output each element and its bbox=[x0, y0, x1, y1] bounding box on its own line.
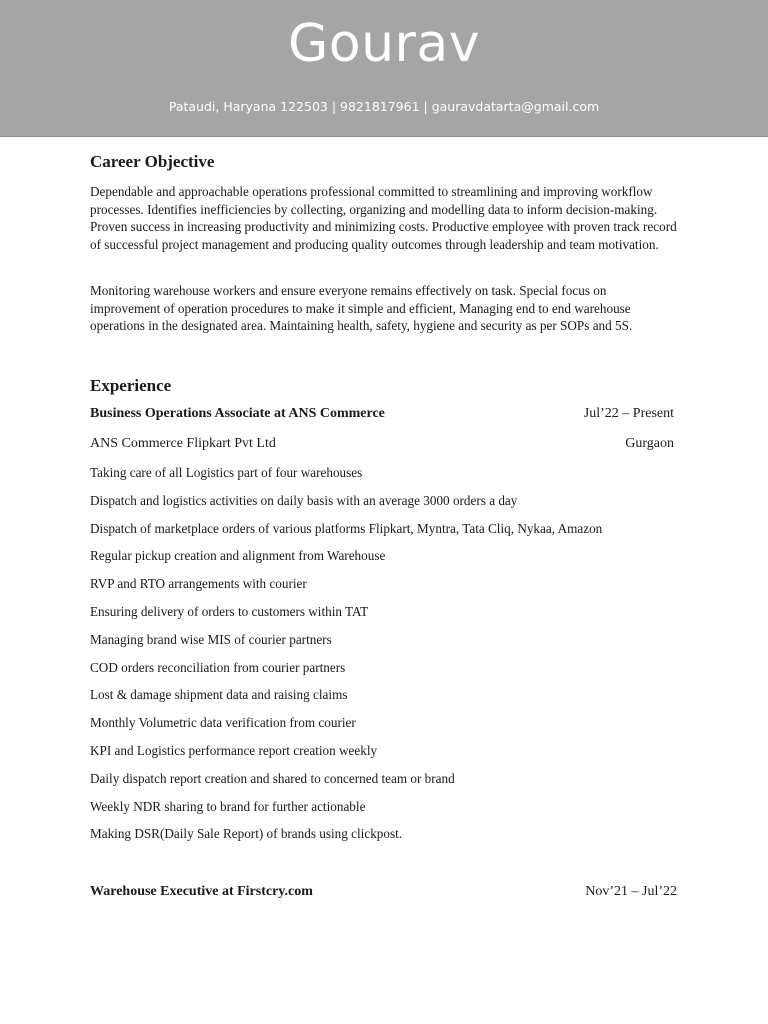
duty-item: Ensuring delivery of orders to customers within TAT bbox=[90, 603, 369, 619]
contact-info: Pataudi, Haryana 122503 | 9821817961 | gauravdatarta@gmail.com bbox=[168, 99, 600, 114]
resume-header bbox=[0, 0, 768, 137]
duty-item: Daily dispatch report creation and shared to concerned team or brand bbox=[90, 770, 455, 786]
job-2-title: Warehouse Executive at Firstcry.com bbox=[90, 884, 313, 899]
experience-heading: Experience bbox=[90, 376, 172, 395]
duty-item: Monthly Volumetric data verification from courier bbox=[90, 715, 356, 731]
duty-item: Managing brand wise MIS of courier partners bbox=[90, 631, 332, 647]
job-1-company-row bbox=[90, 436, 674, 456]
duty-item: RVP and RTO arrangements with courier bbox=[90, 576, 307, 592]
objective-paragraph-1: Dependable and approachable operations professional committed to streamlining and improving workflow processes. Identifies inefficiencies by collecting, organizing and modelling data to inform decision-making. Proven success in increasing productivity and minimizing costs. Productive employee with proven track record of successful project management and producing quality outcomes through leadership and team motivation. bbox=[90, 184, 677, 252]
job-2-header bbox=[90, 884, 677, 904]
objective-paragraph-2: Monitoring warehouse workers and ensure everyone remains effectively on task. Special focus on improvement of operation procedures to make it simple and efficient, Managing end to end warehouse operations in the designated area. Maintaining health, safety, hygiene and security as per SOPs and 5S. bbox=[90, 283, 633, 334]
job-1-location: Gurgaon bbox=[625, 436, 674, 451]
job-1-duties-list bbox=[90, 464, 602, 853]
job-2-dates: Nov’21 – Jul’22 bbox=[585, 884, 677, 899]
job-1-dates: Jul’22 – Present bbox=[583, 406, 674, 421]
candidate-name: Gourav bbox=[287, 14, 481, 74]
duty-item: Regular pickup creation and alignment from Warehouse bbox=[90, 548, 386, 564]
duty-item: COD orders reconciliation from courier partners bbox=[90, 659, 346, 675]
career-objective-heading: Career Objective bbox=[90, 152, 215, 171]
duty-item: KPI and Logistics performance report creation weekly bbox=[90, 742, 378, 758]
duty-item: Taking care of all Logistics part of four warehouses bbox=[90, 465, 363, 480]
duty-item: Dispatch of marketplace orders of various platforms Flipkart, Myntra, Tata Cliq, Nykaa, Amazon bbox=[90, 520, 603, 536]
duty-item: Weekly NDR sharing to brand for further actionable bbox=[90, 798, 366, 814]
job-1-header bbox=[90, 406, 674, 426]
job-1-company: ANS Commerce Flipkart Pvt Ltd bbox=[90, 436, 276, 451]
duty-item: Dispatch and logistics activities on daily basis with an average 3000 orders a day bbox=[90, 492, 518, 508]
duty-item: Making DSR(Daily Sale Report) of brands using clickpost. bbox=[90, 826, 403, 842]
duty-item: Lost & damage shipment data and raising claims bbox=[90, 687, 348, 703]
job-1-title: Business Operations Associate at ANS Commerce bbox=[90, 406, 385, 421]
